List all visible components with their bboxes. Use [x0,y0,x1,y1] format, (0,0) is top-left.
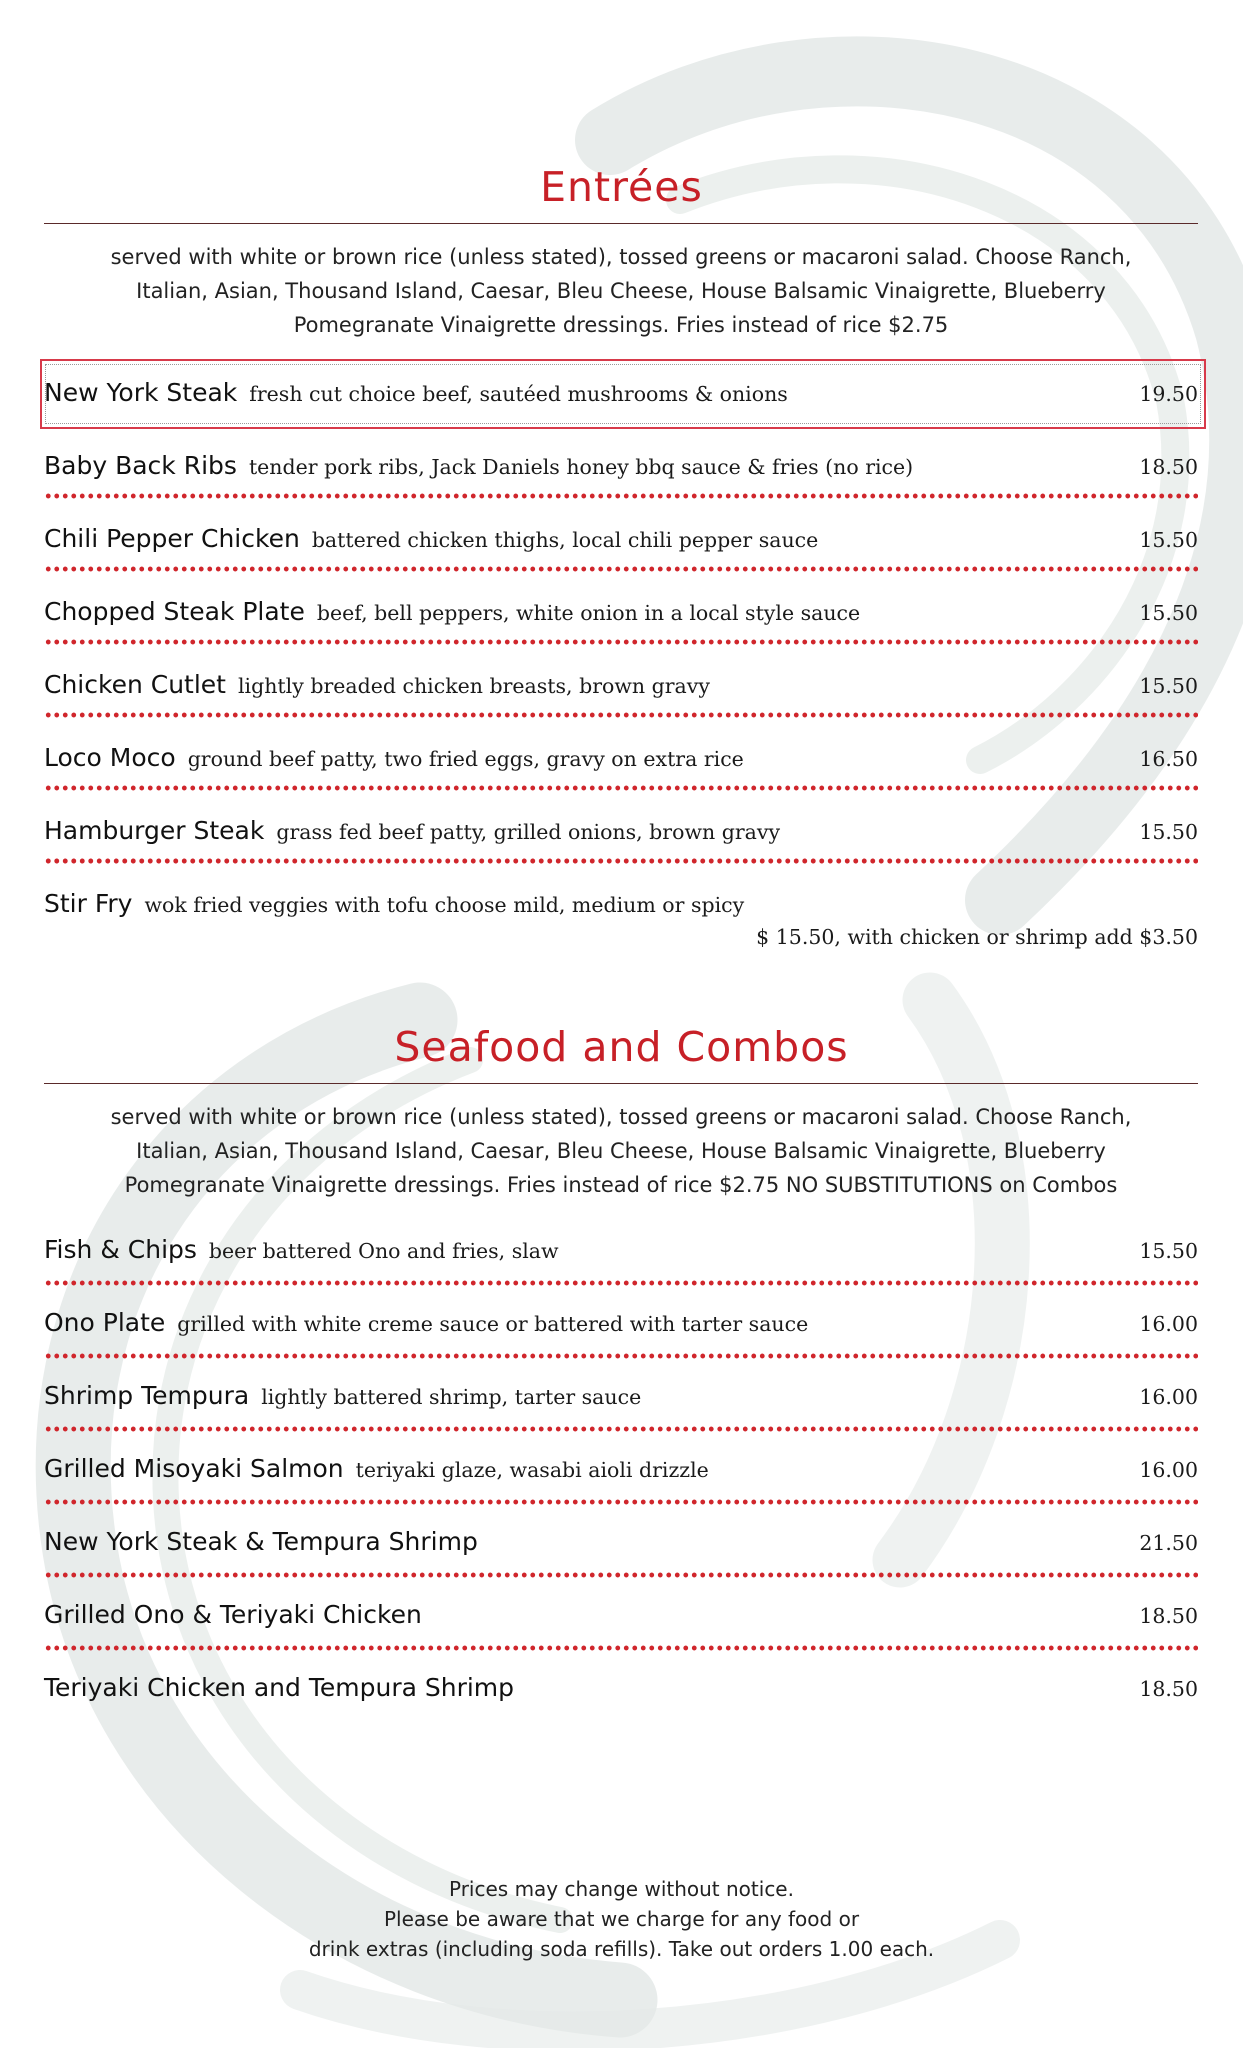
dotted-divider [44,1426,1198,1432]
menu-item[interactable] [44,1448,1198,1496]
item-description: grass fed beef patty, grilled onions, brown gravy [276,820,781,844]
dotted-divider [44,712,1198,718]
item-description: battered chicken thighs, local chili pepper sauce [311,528,819,552]
item-price: 15.50 [1139,1239,1198,1263]
entrees-title: Entrées [540,163,703,211]
item-name: New York Steak & Tempura Shrimp [44,1527,478,1556]
menu-item[interactable] [44,883,1198,963]
menu-item[interactable] [44,810,1198,858]
item-name: Baby Back Ribs [44,451,237,480]
seafood-title: Seafood and Combos [394,1023,849,1071]
menu-item[interactable] [44,664,1198,712]
item-description: grilled with white creme sauce or battered with tarter sauce [177,1312,809,1336]
menu-item[interactable] [44,1302,1198,1350]
footer-line: Prices may change without notice. [449,1877,794,1901]
item-name: Grilled Ono & Teriyaki Chicken [44,1600,422,1629]
item-name: Grilled Misoyaki Salmon [44,1454,344,1483]
menu-item[interactable] [44,372,1198,420]
dotted-divider [44,1353,1198,1359]
dotted-divider [44,1280,1198,1286]
menu-item[interactable] [44,1667,1198,1715]
item-name: Chopped Steak Plate [44,597,305,626]
item-name: Teriyaki Chicken and Tempura Shrimp [44,1673,515,1702]
item-price: 16.00 [1139,1458,1198,1482]
entrees-description [44,240,1198,342]
dotted-divider [44,1572,1198,1578]
item-name: Shrimp Tempura [44,1381,250,1410]
item-description: wok fried veggies with tofu choose mild, medium or spicy [144,893,745,917]
item-price: 15.50 [1139,528,1198,552]
item-name: Chili Pepper Chicken [44,524,300,553]
dotted-divider [44,1499,1198,1505]
menu-item[interactable] [44,737,1198,785]
item-description: fresh cut choice beef, sautéed mushrooms & onions [249,382,788,406]
item-price: 16.50 [1139,747,1198,771]
item-price-note: $ 15.50, with chicken or shrimp add $3.50 [756,925,1198,949]
seafood-description-line: Italian, Asian, Thousand Island, Caesar, Bleu Cheese, House Balsamic Vinaigrette, Blueberry [136,1139,1106,1163]
dotted-divider [44,566,1198,572]
item-price: 16.00 [1139,1385,1198,1409]
item-name: Fish & Chips [44,1235,197,1264]
item-description: ground beef patty, two fried eggs, gravy on extra rice [187,747,744,771]
item-price: 21.50 [1139,1531,1198,1555]
entrees-description-line: Italian, Asian, Thousand Island, Caesar, Bleu Cheese, House Balsamic Vinaigrette, Blueberry [136,279,1106,303]
item-price: 19.50 [1139,382,1198,406]
item-description: beer battered Ono and fries, slaw [208,1239,559,1263]
item-name: Hamburger Steak [44,816,265,845]
entrees-description-line: served with white or brown rice (unless stated), tossed greens or macaroni salad. Choose Ranch, [110,245,1132,269]
item-price: 15.50 [1139,674,1198,698]
item-name: Chicken Cutlet [44,670,226,699]
item-price: 18.50 [1139,1677,1198,1701]
dotted-divider [44,858,1198,864]
menu-item[interactable] [44,518,1198,566]
footer-line: Please be aware that we charge for any food or [383,1907,860,1931]
menu-item[interactable] [44,445,1198,493]
item-price: 15.50 [1139,820,1198,844]
menu-item[interactable] [44,1229,1198,1277]
item-description: tender pork ribs, Jack Daniels honey bbq sauce & fries (no rice) [248,455,914,479]
seafood-title-rule [44,1083,1198,1084]
menu-item[interactable] [44,591,1198,639]
item-name: Ono Plate [44,1308,166,1337]
item-description: lightly breaded chicken breasts, brown gravy [237,674,710,698]
seafood-description-line: Pomegranate Vinaigrette dressings. Fries instead of rice $2.75 NO SUBSTITUTIONS on Combos [124,1173,1118,1197]
item-name: Loco Moco [44,743,176,772]
item-name: New York Steak [44,378,238,407]
seafood-description [44,1100,1198,1202]
menu-item[interactable] [44,1594,1198,1642]
entrees-description-line: Pomegranate Vinaigrette dressings. Fries instead of rice $2.75 [293,313,949,337]
entrees-title-rule [44,223,1198,224]
item-price: 18.50 [1139,455,1198,479]
footer-notice [0,1874,1243,1964]
item-description: beef, bell peppers, white onion in a local style sauce [316,601,861,625]
item-price: 18.50 [1139,1604,1198,1628]
item-description: lightly battered shrimp, tarter sauce [261,1385,642,1409]
item-name: Stir Fry [44,889,133,918]
footer-line: drink extras (including soda refills). Take out orders 1.00 each. [308,1937,935,1961]
item-price: 16.00 [1139,1312,1198,1336]
menu-item[interactable] [44,1375,1198,1423]
item-price: 15.50 [1139,601,1198,625]
item-description: teriyaki glaze, wasabi aioli drizzle [355,1458,709,1482]
seafood-description-line: served with white or brown rice (unless stated), tossed greens or macaroni salad. Choose Ranch, [110,1105,1132,1129]
dotted-divider [44,639,1198,645]
dotted-divider [44,1645,1198,1651]
menu-item[interactable] [44,1521,1198,1569]
dotted-divider [44,493,1198,499]
dotted-divider [44,785,1198,791]
